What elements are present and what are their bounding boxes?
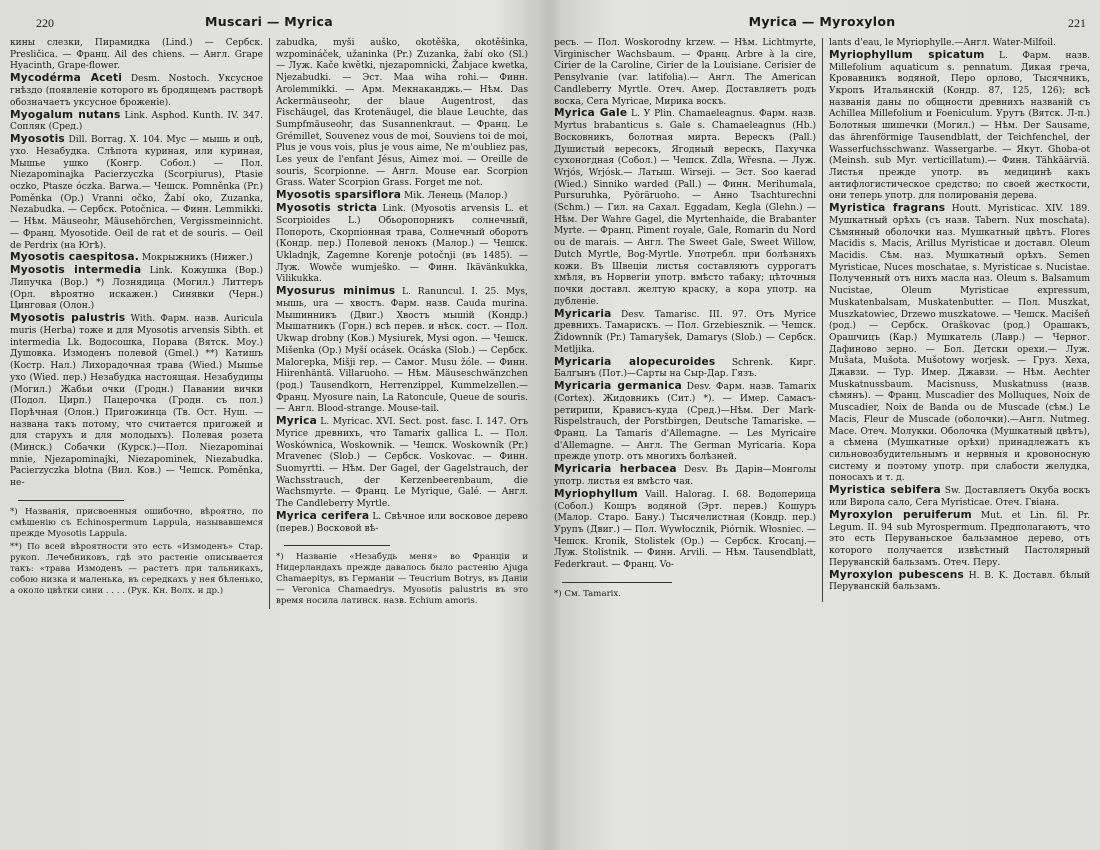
left-running-head — [4, 14, 534, 38]
entry-text: Schrenk. Кирг. Балгынъ (Пот.)—Сарты на Сыр-Дар. Гязъ. — [554, 357, 816, 380]
dictionary-entry — [829, 485, 1090, 509]
right-running-title: Myrica — Myroxylon — [748, 14, 896, 29]
entry-text: Mik. Ленець (Малор.) — [401, 191, 508, 202]
entry-headword: Myosotis caespitosa. — [10, 251, 139, 264]
entry-headword: Myricaria herbacea — [554, 463, 677, 476]
entry-headword: Myosotis stricta — [276, 202, 378, 215]
entry-headword: Myriophyllum spicatum — [829, 48, 985, 61]
entry-headword: Myrica cerifera — [276, 510, 370, 523]
left-column-1 — [4, 38, 269, 609]
dictionary-entry — [10, 110, 263, 134]
entry-text: L. Ranuncul. I. 25. Mys, мышь, ura — хвостъ. Фарм. назв. Cauda murina. Мышинникъ (Двиг.) Хвостъ мышій (Кондр.) Мышатникъ (Горн.) всѣ перев. и нѣск. сост. — Пол. Ukwap drobny (Ков.) Mysiurek, Mysi ogon. — Чешск. Mišenka (Op.) Myší ocásek. Ocáska (Slob.) — Сербск. Maloгepka, Mišji rep. — Самог. Musu žóle. — Финн. Hiirenhäntä. Villaruoho. — Нѣм. Mäuseschwänzchen (род.) Tausendkorn, Herrenzippel, Kummelzellen.—Франц. Myosure nain, La Ratoncule, Queue de souris. — Англ. Blood-strange. Mouse-tail. — [276, 287, 528, 415]
entry-text: Dill. Borrag. X. 104. Мус — мышь и оцѣ, ухо. Незабудка. Слѣпота куриная, или куриная, Мышье ушко (Конгр. Собол.) — Пол. Niezapominajka Pacierzyczka (Scorpiurus), Ptasie oczko, Ptasze óczka. Barwa.— Чешск. Pomněnka (Pr.) Poměnka (Op.) Vranni očko, Žabí oko, Zuzanka, Nezabudka. — Сербск. Potočnica. — Финн. Lemmikki.— Нѣм. Mäuseohr, Mäusehörchen, Vergissmeinnicht. — Франц. Myosotide. Oeil de rat et de souris. — Oeil de Perdrix (на Югѣ). — [10, 135, 263, 251]
entry-text: Link. Кожушка (Вор.) Липучка (Вор.) *) Лознядица (Могил.) Литтеръ (Орл. вѣроятно искажен.) Синявки (Черн.) Цинговая (Олон.) — [10, 266, 263, 312]
entry-headword: Myristica fragrans — [829, 202, 946, 215]
entry-headword: Myogalum nutans — [10, 108, 121, 121]
entry-headword: Myrica Gale — [554, 107, 628, 120]
entry-text: zabudka, myši auško, okotěška, okotěšinka, wzpomináček, užaninka (Pr.) Zuzanka, žabí oko (Sl.) — Луж. Kače kwětki, njezapomnicki, Žabjace kwetka, Njezabudki. — Эст. Maa wiha rohi.— Финн. Arolemmikki. — Арм. Мекнаканджь.— Нѣм. Das Ackermäuseohr, der blaue Augentrost, das Fischäugel, das Krotenäugel, die blaue Leuchte, das Sumpfmäuseohr, das Susannenkraut. — Франц. Le Grémillet, Souvenez vous de moi, Souviens toi de moi, Plus je vous vois, plus je vous aime, Ne m'oubliez pas, Les yeux de l'enfant Jésus, Aimez moi. — Oreille de souris, Scorpionne. — Англ. Mouse ear. Scorpion Grass. Water Scorpion Grass. Forget me not. — [276, 38, 528, 189]
dictionary-entry — [276, 190, 528, 203]
entry-headword: Myosotis — [10, 133, 65, 146]
footnote-rule — [18, 500, 124, 501]
entry-headword: Mycodérma Aceti — [10, 72, 123, 85]
entry-text: L. У Plin. Chamaeleagnus. Фарм. назв. Myrtus brabanticus s. Gale s. Chamaeleagnus (Hb.) Восковникъ, болотная мирта. Верескъ (Pall.) Душистый вересокъ, Ягодный верескъ, Пахучка сухоногдная (Собол.) — Чешск. Zdla, Wřesna. — Луж. Wrjós, Wrjósk.— Латыш. Wirseji. — Эст. Soo kaerad (Wied.) Sinniko warded (Pall.) — Финн. Merihumala, Pursuruhka, Pyöräruoho. — Анно Tsachturechni (Schm.) — Гил. на Сахал. Eggadam, Kegla (Glehn.) — Нѣм. Der Wahre Gagel, die Myrtenhaide, die Brabanter Myrte. — Франц. Piment royale, Gale, Romarin du Nord ou de marais. — Англ. The Sweet Gale, Sweet Willow, Dutch Myrtle, Bog-Myrtle. Употребл. при болѣзняхъ кожи. Въ Швеціи листья составляютъ суррогатъ хмѣля, въ Норвегіи употр. вмѣсто табаку; цѣточныя почки доставл. желтую краску, а кора употр. на дубленіе. — [554, 109, 817, 307]
left-columns — [4, 38, 534, 609]
dictionary-entry — [276, 511, 528, 535]
dictionary-entry — [554, 357, 816, 381]
entry-text: Houtt. Myristicac. XIV. 189. Мушкатный орѣхъ (съ назв. Tabern. Nux moschata). Сѣмянный оболочки наз. Мушкатный цвѣтъ. Flores Macidis s. Macis, Arillus Myristicae и доставл. Oleum Macidis. Сѣм. наз. Мушкатный орѣхъ. Semen Myristicae, Nuces moschatae, s. Myristicae s. Nucistae. Полученный отъ нихъ масла наз. Oleum s. Balsamum Nucistae, Oleum Myristicae expressum, Muskatenbalsam, Muskatenbutter. — Пол. Muszkat, Muszkatowiec, Drzewo muszkatowe. — Чешск. Macišeň (род.) — Сербск. Oraškovac (род.) Орашакъ, Орашчицъ (Кар.) Мушкатель (Лавр.) — Черног. Дафиново зерно. — Бол. Детски орехи.— Луж. Mušata, Mušota. Mušotowy worjesk. — Груз. Хеха, Джавзи. — Тур. Имер. Джавзи. — Нѣм. Aechter Muskatnussbaum. Macisnuss, Muskatnuss (назв. сѣмянъ). — Франц. Muscadier des Molluques, Noix de Muscadier, Noix de Banda ou de Muscade (сѣм.) Le Macis, Fleur de Muscade (оболочки).—Англ. Nutmeg. Mace. Отеч. Молукки. Оболочка (Мушкатный цвѣтъ), а сѣмена (Мушкатные орѣхи) принадлежатъ къ сильновозбудительнымъ и нервныя и кровоносную систему и поэтому употр. при слабости желудка, поносахъ и т. д. — [829, 204, 1091, 484]
footnote: *) Названіе «Незабудь меня» во Франціи и Нидерландахъ прежде давалось было растенію Ajuga Chamaepitys, въ Германіи — Teucrium Botrys, въ Даніи — Veronica Chamaedrys. Myosotis palustris въ это время носила латинск. назв. Echium amoris. — [276, 552, 528, 607]
entry-headword: Myosotis intermedia — [10, 264, 142, 277]
right-columns — [548, 38, 1096, 602]
right-page-number: 221 — [1068, 16, 1086, 30]
dictionary-entry — [10, 265, 263, 313]
left-page — [4, 14, 534, 834]
dictionary-entry — [829, 570, 1090, 594]
dictionary-entry — [829, 510, 1090, 570]
entry-text: lants d'eau, le Myriophylle.—Англ. Water-Milfoil. — [829, 38, 1056, 48]
right-page — [548, 14, 1096, 834]
right-column-2 — [822, 38, 1096, 602]
dictionary-entry — [554, 381, 816, 464]
footnote-rule — [284, 545, 390, 546]
dictionary-entry — [829, 203, 1090, 485]
right-running-head — [548, 14, 1096, 38]
entry-text: Мокрыжникъ (Нижег.) — [138, 253, 253, 264]
dictionary-entry — [554, 464, 816, 488]
dictionary-entry — [10, 313, 263, 490]
footnote-rule — [562, 582, 672, 583]
dictionary-entry — [276, 203, 528, 286]
dictionary-entry — [554, 38, 816, 108]
entry-headword: Myroxylon pubescens — [829, 568, 964, 581]
entry-text: L. Свѣчное или восковое дерево (перев.) Восковой вѣ- — [276, 512, 528, 534]
entry-text: With. Фарм. назв. Auricula muris (Herba) тоже и для Myosotis arvensis Sibth. et intermedia Lk. Водосошка, Порава (Вятск. Моу.) Душовка. Измоденъ полевой (Gmel.) **) Катишъ (Костр. Нал.) Лихорадочная трава (Wied.) Мышье ухо (Wied. пер.) Незабудка настоящая. Незабудицы (Могил.) Жабьи очки (Гродн.) Павании вички (Подол. Цирп.) Пацерочка (Гродн. съ пол.) Порѣчная (Олон.) Пригожинца (Тв. Ост. Нуш. — названа такъ потому, что считается пригожей и для старухъ и для молодыхъ). Полевая розета (Минск.) Собачки (Курск.)—Пол. Niezapominai mnie, Njezapominajki, Niezapominek, Niezabudka. Pacierzyczka błotna (Вил. Ков.) — Чешск. Poměnka, не- — [10, 314, 263, 489]
footnote: *) Названія, присвоенныя ошибочно, вѣроятно, по смѣшенію съ Echinospermum Lappula, называвшемся прежде Myosotis Lappula. — [10, 506, 263, 539]
dictionary-entry — [276, 38, 528, 190]
dictionary-entry — [10, 38, 263, 73]
entry-headword: Myricaria — [554, 307, 612, 320]
dictionary-entry — [554, 108, 816, 308]
entry-headword: Myricaria germanica — [554, 380, 682, 393]
entry-text: ресъ. — Пол. Woskorodny krzew. — Нѣм. Lichtmyrte, Virginischer Wachsbaum. — Франц. Arbre à la cire, Cirier de la Caroline, Cirier de la Louisiane. Cerisier de Pensylvanie (var. latifolia).— Англ. The American Candleberry Myrtle. Отеч. Амер. Доставляетъ родъ воска, Cera Myricae, Мирика воскъ. — [554, 38, 816, 107]
footnote: **) По всей вѣроятности это есть «Измоденъ» Стар. рукоп. Лечебниковъ, гдѣ это растеніе описывается такъ: «трава Измоденъ — растетъ при тальникахъ, собою низка и маленька, въ середкахъ у нея бѣленько, а около цвѣтки сини . . . . (Рук. Кн. Волх. и др.) — [10, 541, 263, 596]
entry-text: Vaill. Halorag. I. 68. Водоперица (Собол.) Кошръ водяной (Эрт. перев.) Кошуръ (Малор. Старо. Бану.) Тысячелистная (Кондр. пер.) Урупъ (Двиг.) — Пол. Wywłocznik, Piórnik. Włosniec. — Чешск. Kronik, Stolistek (Op.) — Сербск. Krocanj.— Луж. Stolistnik. — Финн. Arvili. — Нѣм. Tausendblatt, Federkraut. — Франц. Vo- — [554, 489, 816, 571]
footnote: *) См. Tamarix. — [554, 588, 621, 599]
entry-text: Mut. et Lin. fil. Pr. Legum. II. 94 sub Myrospermum. Предполагаютъ, что это есть Перуваньское бальзамное дерево, отъ которого получается извѣстный Пастолярный Перуванскій бальзамъ. Отеч. Перу. — [829, 510, 1090, 568]
dictionary-entry — [10, 73, 263, 109]
entry-headword: Myosotis palustris — [10, 312, 126, 325]
dictionary-entry — [829, 50, 1090, 203]
dictionary-entry — [10, 134, 263, 252]
right-column-1 — [548, 38, 822, 602]
dictionary-entry — [554, 489, 816, 572]
dictionary-entry — [10, 252, 263, 265]
entry-headword: Myristica sebifera — [829, 484, 941, 497]
left-running-title: Muscari — Myrica — [205, 14, 333, 29]
entry-text: Desv. Tamarisc. III. 97. Отъ Myrice древнихъ. Тамарискъ. — Пол. Grzebiesznik. — Чешск. Židownník (Pr.) Tamaryšek, Damarys (Slob.) — Сербск. Metljika. — [554, 309, 816, 355]
entry-headword: Myrica — [276, 415, 317, 428]
dictionary-entry — [276, 416, 528, 511]
left-page-number: 220 — [36, 16, 54, 30]
entry-headword: Myriophyllum — [554, 487, 638, 500]
entry-headword: Myosurus minimus — [276, 285, 396, 298]
left-column-2 — [269, 38, 534, 609]
entry-text: L. Myricac. XVI. Sect. post. fasc. I. 147. Отъ Myrice древнихъ, что Tamarix gallica L. — Пол. Woskównica, Woskownik. — Чешск. Woskowník (Pr.) Mravenec (Slob.) — Сербск. Voskovac. — Финн. Suomyrtti. — Нѣм. Der Gagel, der Gagelstrauch, der Wachsstrauch, der Kerzenbeerenbaum, die Wachsmyrte. — Франц. Le Myrique, Galé. — Англ. The Candleberry Myrtle. — [276, 417, 528, 510]
entry-text: Desm. Nostoch. Уксусное гнѣздо (появленіе которого въ бродящемъ растворѣ обозначаетъ уксусное броженіе). — [10, 74, 264, 108]
entry-text: Sw. Доставляетъ Окуба воскъ или Вирола сало, Сега Myristicae. Отеч. Гвіана. — [829, 486, 1090, 508]
entry-text: H. B. K. Доставл. бѣлый Перуванскій бальзамъ. — [829, 570, 1090, 593]
dictionary-entry — [276, 286, 528, 416]
entry-text: Link. Asphod. Kunth. IV. 347. Сопляк (Сред.) — [10, 110, 263, 133]
entry-text: Desv. Фарм. назв. Tamarix (Cortex). Жидовникъ (Сит.) *). — Имер. Самасъ-ретирипи, Крависъ-куда (Сред.)—Нѣм. Der Mark-Rispelstrauch, der Porstbirgen, Deutsche Tamariske. — Франц. La Tamaris d'Allemagne. — Les Myricaire d'Allemagne. — Англ. The German Myricaria. Кора прежде употр. отъ многихъ болѣзней. — [554, 382, 816, 463]
dictionary-entry — [554, 309, 816, 357]
entry-text: кины слезки, Пирамидка (Lind.) — Сербск. Presličica. — Франц. Ail des chiens. — Англ. Grape Hyacinth, Grape-flower. — [10, 38, 263, 72]
entry-text: Desv. Въ Дарін—Монголы употр. листья ея вмѣсто чая. — [554, 465, 816, 487]
entry-headword: Myroxylon peruiferum — [829, 508, 972, 521]
entry-headword: Myosotis sparsiflora — [276, 189, 402, 202]
entry-headword: Myricaria alopecuroides — [554, 355, 716, 368]
entry-text: Link. (Myosotis arvensis L. et Scorpioides L.) Обьоропорникъ солнечный, Попороть, Скорпіонная трава, Солнечный оборотъ (Кондр. пер.) Полевой ленокъ (Малор.) — Чешск. Ukladnjk, Zagemne Korenje potočnji (въ 1485). — Луж. Wowče wumješko. — Финн. Ikävänkukka, Vilikukka. — [276, 204, 528, 285]
entry-text: L. Фарм. назв. Millefolium aquaticum s. pennatum. Дикая греча, Кровавникъ водяной, Перо орлово, Тысячникъ, Укропъ Итальянскій (Кондр. 87, 125, 126); всѣ названія даны по общности древнихъ названій съ Achillea Millefolium и Foeniculum. Урутъ (Вятск. Л-п.) Болотныя шишечки (Могил.) — Нѣм. Der Sausame, das ährenförmige Tausendblatt, der Teichfenchel, der Wasserfuchsschwanz. Wassergarbe. — Якут. Ghoba-ot (Meinsh. sub Myr. verticillatum).— Финн. Tähkäärviä. Листья прежде употр. въ медицинѣ какъ антифлогистическое средство; по своей жесткости, они теперь употр. для полированія дерева. — [829, 50, 1090, 202]
